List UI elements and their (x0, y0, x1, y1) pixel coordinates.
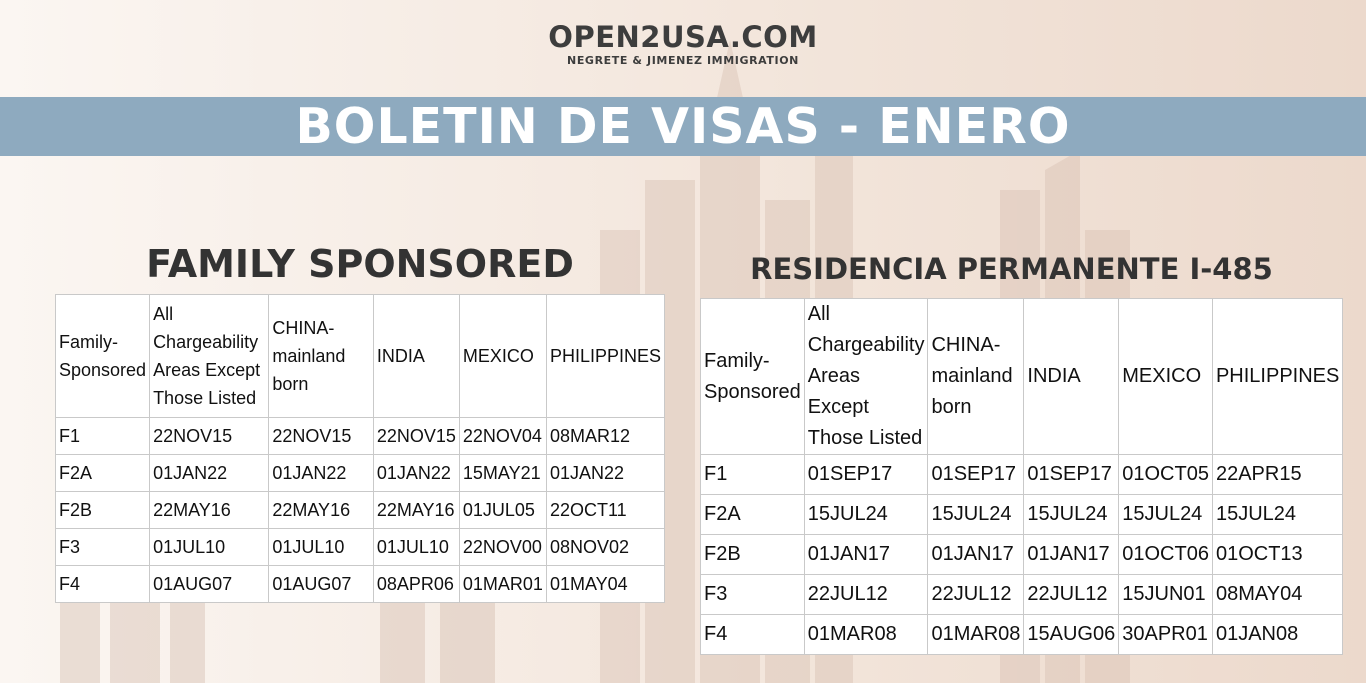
table-cell: 01JAN17 (1024, 535, 1119, 575)
family-sponsored-title: FAMILY SPONSORED (146, 242, 574, 286)
column-header: CHINA-mainland born (269, 295, 373, 418)
column-header: Family-Sponsored (701, 299, 805, 455)
table-row (701, 495, 1343, 535)
table-cell: 15JUN01 (1119, 575, 1213, 615)
table-cell: 15MAY21 (459, 455, 546, 492)
table-header-row (701, 299, 1343, 455)
residency-title: RESIDENCIA PERMANENTE I-485 (750, 252, 1273, 286)
table-cell: 01JAN22 (269, 455, 373, 492)
brand-tagline: NEGRETE & JIMENEZ IMMIGRATION (567, 54, 799, 67)
table-cell: 01AUG07 (150, 566, 269, 603)
table-cell: 01OCT05 (1119, 455, 1213, 495)
table-cell: 01MAR08 (804, 615, 928, 655)
title-banner (0, 97, 1366, 156)
column-header: CHINA-mainland born (928, 299, 1024, 455)
table-cell: 15JUL24 (1024, 495, 1119, 535)
table-cell: 22APR15 (1212, 455, 1342, 495)
table-cell: 01JUL10 (150, 529, 269, 566)
table-cell: 08MAR12 (546, 418, 664, 455)
table-row (701, 615, 1343, 655)
table-cell: 30APR01 (1119, 615, 1213, 655)
family-sponsored-table (55, 294, 665, 603)
column-header: INDIA (373, 295, 459, 418)
table-cell: 01JAN22 (373, 455, 459, 492)
table-cell: 01JUL10 (269, 529, 373, 566)
table-cell: 22MAY16 (373, 492, 459, 529)
residency-table (700, 298, 1343, 655)
table-cell: 22MAY16 (150, 492, 269, 529)
column-header: INDIA (1024, 299, 1119, 455)
table-cell: 01OCT06 (1119, 535, 1213, 575)
column-header: PHILIPPINES (546, 295, 664, 418)
table-cell: 22NOV04 (459, 418, 546, 455)
table-cell: 01SEP17 (1024, 455, 1119, 495)
column-header: MEXICO (1119, 299, 1213, 455)
table-row (56, 566, 665, 603)
table-cell: F2B (701, 535, 805, 575)
column-header: MEXICO (459, 295, 546, 418)
brand-name: OPEN2USA.COM (548, 20, 818, 54)
table-cell: 01AUG07 (269, 566, 373, 603)
table-cell: F4 (701, 615, 805, 655)
table-cell: F1 (56, 418, 150, 455)
table-cell: 01MAY04 (546, 566, 664, 603)
table-cell: F2A (701, 495, 805, 535)
table-cell: 01SEP17 (928, 455, 1024, 495)
table-cell: 22JUL12 (1024, 575, 1119, 615)
table-cell: 08NOV02 (546, 529, 664, 566)
table-header-row (56, 295, 665, 418)
table-cell: 01JAN08 (1212, 615, 1342, 655)
table-row (56, 418, 665, 455)
table-row (701, 575, 1343, 615)
table-cell: 08APR06 (373, 566, 459, 603)
table-cell: 22NOV00 (459, 529, 546, 566)
table-cell: F1 (701, 455, 805, 495)
table-cell: F2B (56, 492, 150, 529)
table-row (56, 492, 665, 529)
table-cell: 15JUL24 (1212, 495, 1342, 535)
table-cell: 01MAR01 (459, 566, 546, 603)
table-cell: 08MAY04 (1212, 575, 1342, 615)
table-cell: F3 (701, 575, 805, 615)
brand-logo (0, 20, 1366, 68)
table-cell: 22NOV15 (150, 418, 269, 455)
table-cell: 15AUG06 (1024, 615, 1119, 655)
table-cell: 22NOV15 (269, 418, 373, 455)
table-cell: 15JUL24 (1119, 495, 1213, 535)
table-row (701, 535, 1343, 575)
table-cell: 22NOV15 (373, 418, 459, 455)
table-row (56, 455, 665, 492)
table-cell: 01JAN22 (150, 455, 269, 492)
table-cell: 22MAY16 (269, 492, 373, 529)
table-cell: 01JUL05 (459, 492, 546, 529)
table-cell: 01SEP17 (804, 455, 928, 495)
page-title: BOLETIN DE VISAS - ENERO (295, 98, 1071, 155)
table-cell: F3 (56, 529, 150, 566)
table-cell: 01OCT13 (1212, 535, 1342, 575)
column-header: Family-Sponsored (56, 295, 150, 418)
table-cell: 22OCT11 (546, 492, 664, 529)
table-cell: 01MAR08 (928, 615, 1024, 655)
table-cell: 01JAN17 (928, 535, 1024, 575)
table-cell: F2A (56, 455, 150, 492)
table-cell: 22JUL12 (928, 575, 1024, 615)
table-row (56, 529, 665, 566)
table-cell: F4 (56, 566, 150, 603)
table-row (701, 455, 1343, 495)
table-cell: 01JUL10 (373, 529, 459, 566)
table-cell: 15JUL24 (804, 495, 928, 535)
column-header: PHILIPPINES (1212, 299, 1342, 455)
table-cell: 01JAN22 (546, 455, 664, 492)
table-cell: 22JUL12 (804, 575, 928, 615)
column-header: All Chargeability Areas Except Those Listed (804, 299, 928, 455)
table-cell: 01JAN17 (804, 535, 928, 575)
table-cell: 15JUL24 (928, 495, 1024, 535)
column-header: All Chargeability Areas Except Those Listed (150, 295, 269, 418)
